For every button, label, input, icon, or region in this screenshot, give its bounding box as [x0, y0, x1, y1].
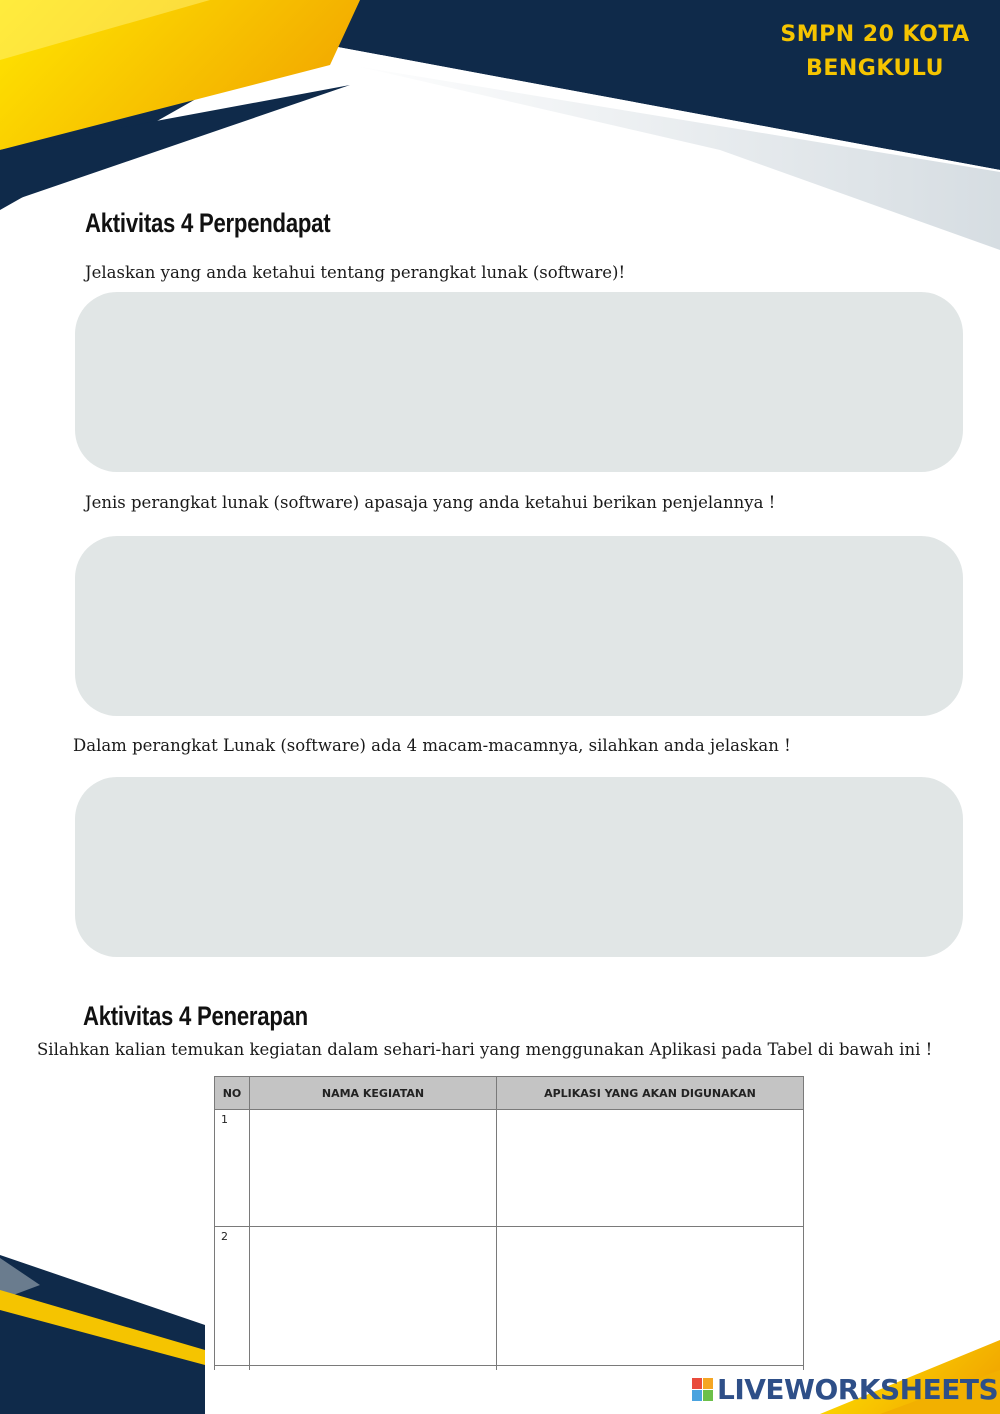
- table-row: [215, 1227, 804, 1366]
- table-header-row: [215, 1077, 804, 1110]
- header-no: NO: [215, 1077, 250, 1110]
- kegiatan-cell[interactable]: [250, 1227, 497, 1366]
- answer-box-2[interactable]: [75, 536, 963, 716]
- row-number: 1: [215, 1110, 250, 1227]
- question-3: Dalam perangkat Lunak (software) ada 4 macam-macamnya, silahkan anda jelaskan !: [73, 736, 791, 755]
- brand-tiles-icon: [692, 1378, 713, 1401]
- row-number: 2: [215, 1227, 250, 1366]
- header-aplikasi: APLIKASI YANG AKAN DIGUNAKAN: [497, 1077, 804, 1110]
- school-name: [770, 18, 980, 86]
- question-1: Jelaskan yang anda ketahui tentang perangkat lunak (software)!: [85, 263, 626, 282]
- table-row: [215, 1110, 804, 1227]
- brand-name: LIVEWORKSHEETS: [717, 1373, 999, 1406]
- aplikasi-cell[interactable]: [497, 1227, 804, 1366]
- aplikasi-cell[interactable]: [497, 1110, 804, 1227]
- answer-box-1[interactable]: [75, 292, 963, 472]
- activity-table: [214, 1076, 804, 1386]
- section1-title: Aktivitas 4 Perpendapat: [85, 208, 331, 238]
- answer-box-3[interactable]: [75, 777, 963, 957]
- question-2: Jenis perangkat lunak (software) apasaja yang anda ketahui berikan penjelannya !: [85, 493, 776, 512]
- liveworksheets-logo: [692, 1373, 998, 1406]
- school-name-line1: SMPN 20 KOTA: [780, 22, 970, 47]
- section2-title: Aktivitas 4 Penerapan: [83, 1001, 308, 1031]
- kegiatan-cell[interactable]: [250, 1110, 497, 1227]
- school-name-line2: BENGKULU: [806, 56, 944, 81]
- table-instruction: Silahkan kalian temukan kegiatan dalam sehari-hari yang menggunakan Aplikasi pada Tabel di bawah ini !: [37, 1040, 933, 1059]
- header-nama-kegiatan: NAMA KEGIATAN: [250, 1077, 497, 1110]
